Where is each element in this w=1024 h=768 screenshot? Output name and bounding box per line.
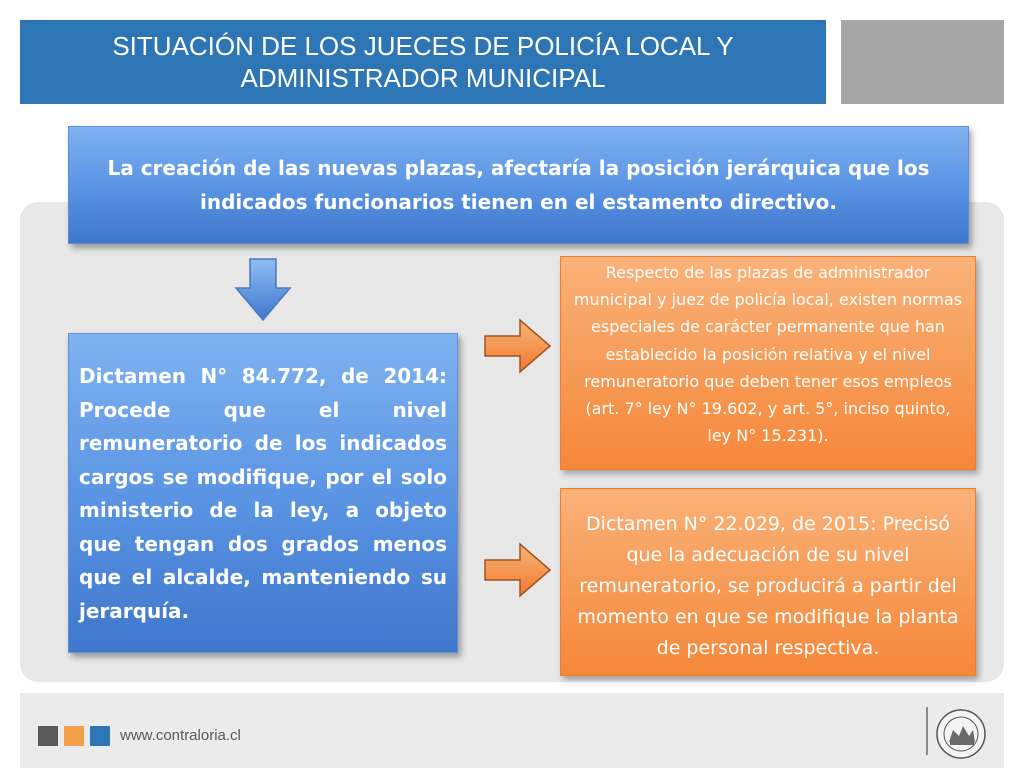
top-statement-text: La creación de las nuevas plazas, afectaría la posición jerárquica que los indicados funcionarios tienen en el estamento directivo.: [107, 156, 930, 214]
top-statement-box: [68, 126, 969, 244]
normas-especiales-box: [560, 256, 976, 470]
down-arrow-icon: [232, 256, 294, 324]
contraloria-seal-icon: [935, 708, 987, 760]
dictamen-2015-text: Dictamen N° 22.029, de 2015: Precisó que la adecuación de su nivel remuneratorio, se producirá a partir del momento en que se modifique la planta de personal respectiva.: [577, 513, 959, 659]
title-bar: [20, 20, 826, 104]
footer-square-orange: [64, 726, 84, 746]
footer-divider: [926, 707, 928, 755]
footer-url-link[interactable]: www.contraloria.cl: [120, 727, 241, 744]
normas-especiales-text: Respecto de las plazas de administrador municipal y juez de policía local, existen normas especiales de carácter permanente que han establecido la posición relativa y el nivel remuneratorio que deben tener esos empleos (art. 7° ley N° 19.602, y art. 5°, inciso quinto, ley N° 15.231).: [573, 263, 963, 446]
dictamen-2014-text: Dictamen N° 84.772, de 2014: Procede que el nivel remuneratorio de los indicados cargos se modifique, por el solo ministerio de la ley, a objeto que tengan dos grados menos que el alcalde, manteniendo su jerarquía.: [79, 364, 447, 623]
slide-title: SITUACIÓN DE LOS JUECES DE POLICÍA LOCAL Y ADMINISTRADOR MUNICIPAL: [112, 31, 734, 93]
right-arrow-icon: [482, 540, 554, 600]
footer-square-grey: [38, 726, 58, 746]
header-grey-block: [841, 20, 1004, 104]
footer-square-blue: [90, 726, 110, 746]
right-arrow-icon: [482, 316, 554, 376]
dictamen-2015-box: [560, 488, 976, 676]
dictamen-2014-box: [68, 333, 458, 653]
